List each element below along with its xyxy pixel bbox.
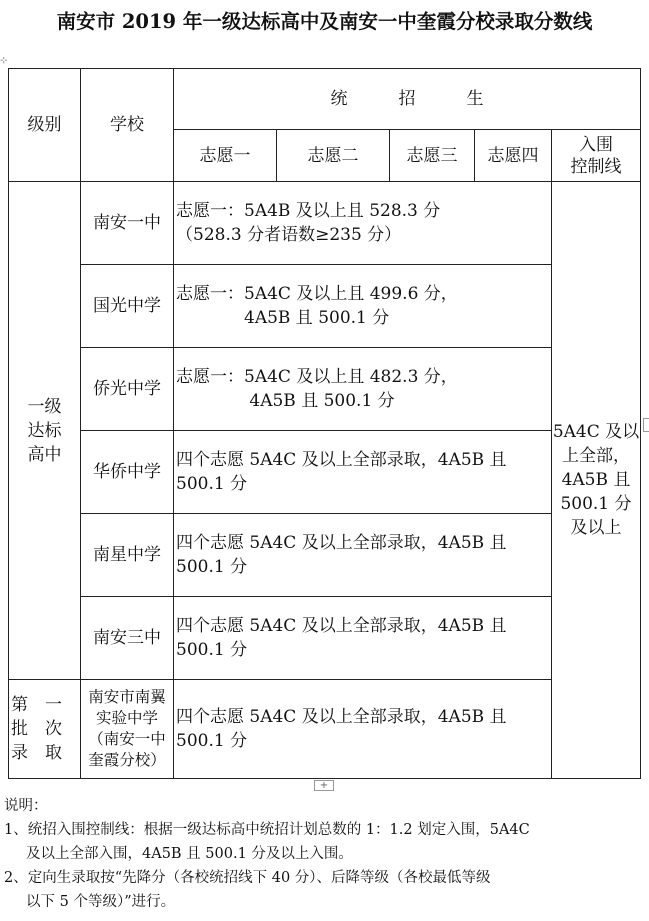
page-title: 南安市 2019 年一级达标高中及南安一中奎霞分校录取分数线 — [56, 10, 593, 33]
school-cell: 南安三中 — [80, 596, 173, 679]
note-item-1-cont: 及以上全部入围，4A5B 且 500.1 分及以上入围。 — [26, 846, 353, 862]
school-cell: 国光中学 — [80, 264, 173, 347]
requirement-cell: 四个志愿 5A4C 及以上全部录取，4A5B 且 500.1 分 — [173, 513, 551, 596]
header-choice1: 志愿一 — [173, 129, 276, 181]
note-item-1: 1、统招入围控制线：根据一级达标高中统招计划总数的 1：1.2 划定入围，5A4C — [4, 822, 530, 838]
header-unified: 统 招 生 — [173, 68, 641, 129]
group-batch1: 第 一 批 次 录 取 — [8, 679, 80, 779]
header-school: 学校 — [80, 68, 173, 181]
requirement-cell: 四个志愿 5A4C 及以上全部录取，4A5B 且 500.1 分 — [173, 679, 551, 779]
school-cell: 南安一中 — [80, 181, 173, 264]
resize-handle-icon[interactable] — [643, 418, 649, 432]
requirement-cell: 四个志愿 5A4C 及以上全部录取，4A5B 且 500.1 分 — [173, 430, 551, 513]
group-tier1: 一级 达标 高中 — [8, 181, 80, 679]
notes-heading: 说明： — [4, 798, 48, 814]
header-choice2: 志愿二 — [276, 129, 389, 181]
note-item-2: 2、定向生录取按“先降分（各校统招线下 40 分）、后降等级（各校最低等级 — [4, 870, 491, 886]
school-cell: 华侨中学 — [80, 430, 173, 513]
header-level: 级别 — [8, 68, 80, 181]
control-line-cell: 5A4C 及以 上全部， 4A5B 且 500.1 分 及以上 — [551, 181, 641, 779]
school-cell: 南星中学 — [80, 513, 173, 596]
requirement-cell: 志愿一：5A4C 及以上且 482.3 分， 4A5B 且 500.1 分 — [173, 347, 551, 430]
header-choice3: 志愿三 — [389, 129, 474, 181]
requirement-cell: 志愿一：5A4C 及以上且 499.6 分， 4A5B 且 500.1 分 — [173, 264, 551, 347]
school-cell: 侨光中学 — [80, 347, 173, 430]
admission-table — [8, 68, 641, 779]
requirement-cell: 志愿一：5A4B 及以上且 528.3 分 （528.3 分者语数≥235 分） — [173, 181, 551, 264]
requirement-cell: 四个志愿 5A4C 及以上全部录取，4A5B 且 500.1 分 — [173, 596, 551, 679]
notes-section — [4, 794, 645, 914]
header-choice4: 志愿四 — [474, 129, 551, 181]
note-item-2-cont: 以下 5 个等级）”进行。 — [26, 894, 176, 910]
school-cell: 南安市南翼 实验中学 （南安一中 奎霞分校） — [80, 679, 173, 779]
plus-icon[interactable]: + — [314, 780, 334, 791]
table-anchor-icon[interactable]: ⊹ — [0, 56, 8, 66]
header-control-line: 入围 控制线 — [551, 129, 641, 181]
